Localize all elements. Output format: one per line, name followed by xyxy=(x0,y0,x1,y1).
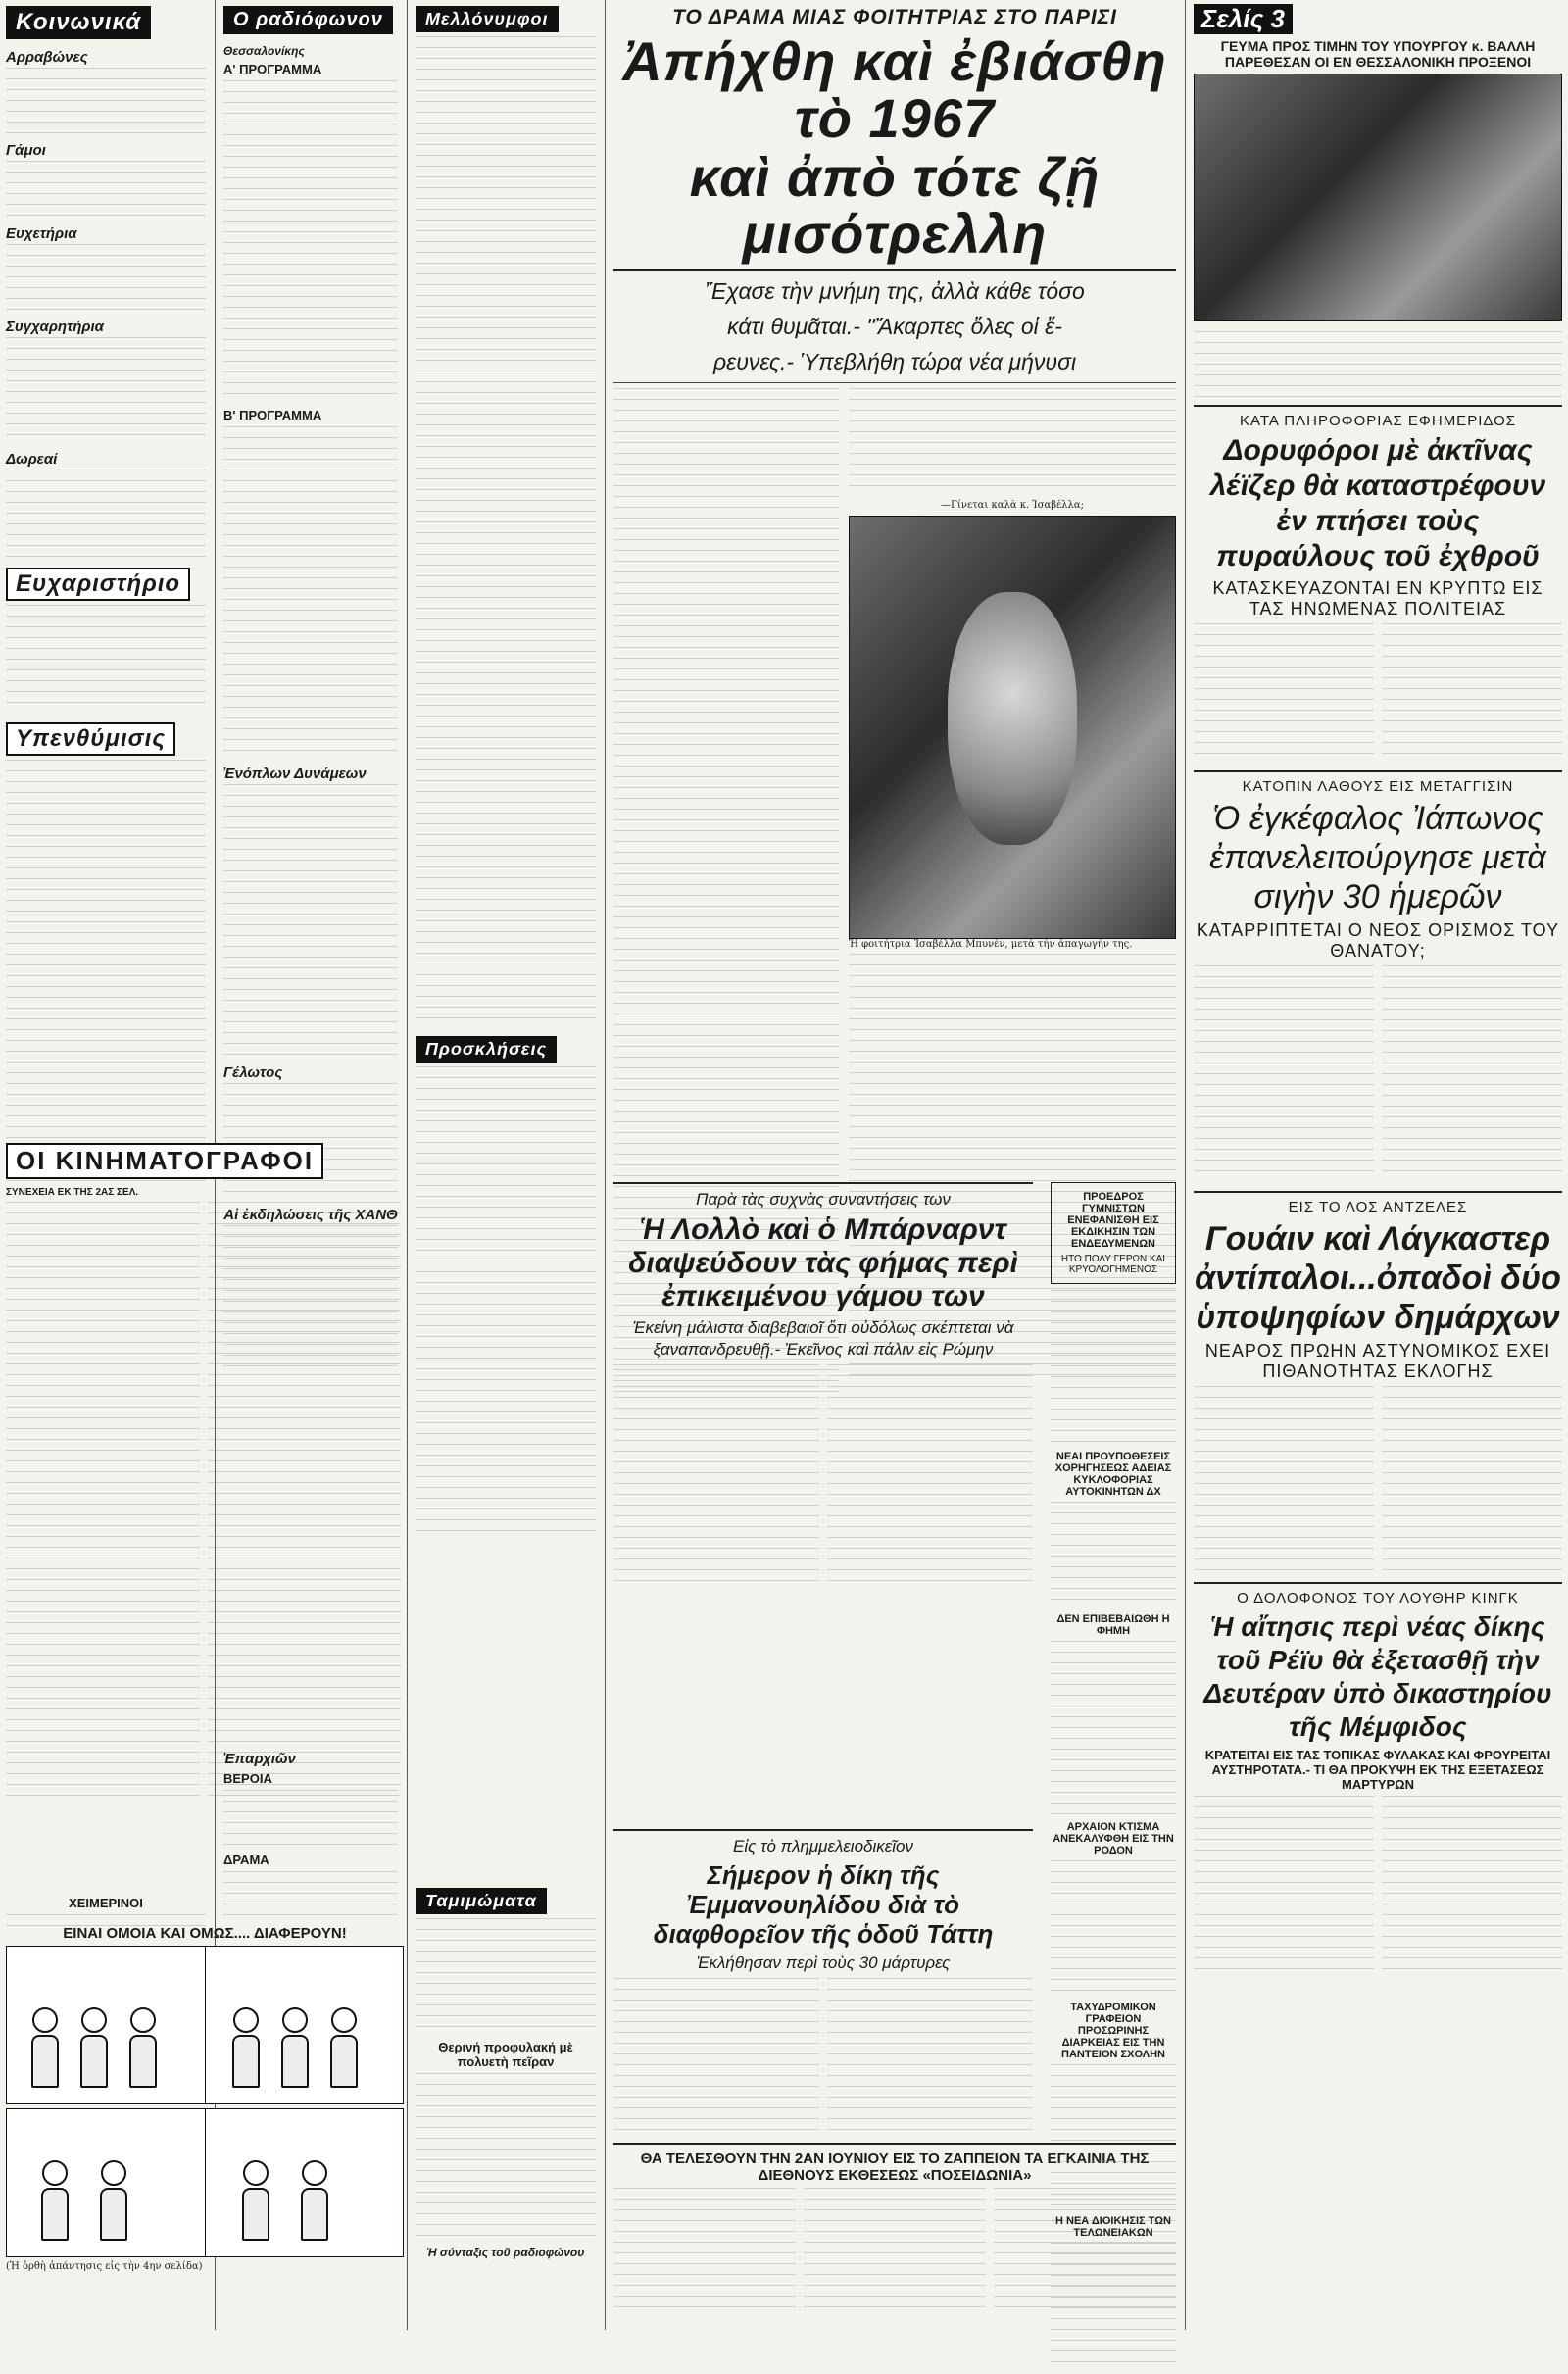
student-photo xyxy=(849,516,1176,939)
winter-title: ΧΕΙΜΕΡΙΝΟΙ xyxy=(69,1896,143,1910)
section-xanth: Αἱ ἐκδηλώσεις τῆς ΧΑΝΘ xyxy=(223,1207,398,1223)
section-engagements: Αρραβώνες xyxy=(6,49,88,66)
main-kicker: ΤΟ ΔΡΑΜΑ ΜΙΑΣ ΦΟΙΤΗΤΡΙΑΣ ΣΤΟ ΠΑΡΙΣΙ xyxy=(672,6,1117,28)
text-block xyxy=(1051,1502,1176,1609)
text-block xyxy=(1051,1290,1176,1447)
section-thessaloniki: Θεσσαλονίκης xyxy=(223,44,305,58)
text-block xyxy=(827,1978,1033,2135)
cartoon-figure xyxy=(296,2160,333,2249)
text-block xyxy=(1051,1860,1176,1998)
rubric-social: Κοινωνικά xyxy=(6,6,151,39)
photo-caption: Ἡ φοιτήτρια Ἰσαβέλλα Μπυνέν, μετὰ τὴν ἀπαγωγήν της. xyxy=(849,938,1133,950)
brief-headline-customs: Η ΝΕΑ ΔΙΟΙΚΗΣΙΣ ΤΩΝ ΤΕΛΩΝΕΙΑΚΩΝ xyxy=(1055,2215,1171,2239)
section-weddings: Γάμοι xyxy=(6,142,46,159)
lollo-tag: Παρὰ τὰς συχνὰς συναντήσεις των xyxy=(696,1190,951,1209)
section-congratulations: Συγχαρητήρια xyxy=(6,319,104,335)
text-block xyxy=(1194,321,1562,399)
expo-headline: ΘΑ ΤΕΛΕΣΘΟΥΝ ΤΗΝ 2ΑΝ ΙΟΥΝΙΟΥ ΕΙΣ ΤΟ ΖΑΠΠΕΙΟΝ ΤΑ ΕΓΚΑΙΝΙΑ ΤΗΣ ΔΙΕΘΝΟΥΣ ΕΚΘΕΣΕΩΣ «ΠΟΣΕΙΔΩΝΙΑ» xyxy=(640,2151,1150,2184)
text-block xyxy=(849,388,1176,496)
brief-sub-nudists: ΗΤΟ ΠΟΛΥ ΓΕΡΩΝ ΚΑΙ ΚΡΥΟΛΟΓΗΜΕΝΟΣ xyxy=(1060,1254,1166,1275)
section-provinces: Ἐπαρχιῶν xyxy=(223,1751,296,1767)
main-deck-1: Ἔχασε τὴν μνήμη της, ἀλλὰ κάθε τόσο xyxy=(705,278,1085,304)
photo-text: —Γίνεται καλὰ κ. Ἰσαβέλλα; xyxy=(941,500,1084,511)
column-provinces xyxy=(218,1745,404,1924)
cartoon-left xyxy=(6,1946,404,2104)
text-block xyxy=(223,1790,398,1849)
text-block xyxy=(416,36,596,1026)
text-block xyxy=(1382,1796,1562,1972)
text-block xyxy=(416,2073,596,2240)
radio-note: Ἡ σύνταξις τοῦ ραδιοφώνου xyxy=(426,2246,585,2259)
court-deck: Ἐκλήθησαν περὶ τοὺς 30 μάρτυρες xyxy=(696,1954,951,1972)
text-block xyxy=(1194,1796,1374,1972)
program-a: Α' ΠΡΟΓΡΑΜΜΑ xyxy=(223,62,322,76)
court-story xyxy=(608,1823,1039,2139)
satellite-headline: Δορυφόροι μὲ ἀκτῖνας λέϊζερ θὰ καταστρέφουν ἐν πτήσει τοὺς πυραύλους τοῦ ἐχθροῦ xyxy=(1209,434,1546,572)
text-block xyxy=(6,760,206,1181)
text-block xyxy=(1194,1386,1374,1572)
lollo-deck: Ἐκείνη μάλιστα διαβεβαιοῖ ὅτι οὐδόλως σκέπτεται νὰ ξαναπανδρευθῇ.- Ἐκεῖνος καὶ πάλιν εἰς Ρώμην xyxy=(632,1318,1014,1359)
cartoon-figure xyxy=(124,2007,162,2096)
section-gelotos: Γέλωτος xyxy=(223,1064,283,1081)
cartoon-right xyxy=(6,2108,404,2257)
rubric-thanks: Ευχαριστήριο xyxy=(6,568,190,601)
brief-headline-rhodes: ΑΡΧΑΙΟΝ ΚΤΙΣΜΑ ΑΝΕΚΑΛΥΦΘΗ ΕΙΣ ΤΗΝ ΡΟΔΟΝ xyxy=(1053,1821,1174,1856)
satellite-tag: ΚΑΤΑ ΠΛΗΡΟΦΟΡΙΑΣ ΕΦΗΜΕΡΙΔΟΣ xyxy=(1239,413,1517,429)
brain-headline: Ὁ ἐγκέφαλος Ἰάπωνος ἐπανελειτούργησε μετὰ σιγὴν 30 ἡμερῶν xyxy=(1209,800,1546,915)
text-block xyxy=(6,470,206,558)
column-payments xyxy=(410,1882,602,2261)
la-headline: Γουάιν καὶ Λάγκαστερ ἀντίπαλοι...ὀπαδοὶ δύο ὑποψηφίων δημάρχων xyxy=(1195,1220,1561,1336)
text-block xyxy=(223,80,398,404)
text-block xyxy=(613,1978,819,2135)
cartoon-figure xyxy=(227,2007,265,2096)
column-social xyxy=(0,0,212,1185)
satellite-sub: ΚΑΤΑΣΚΕΥΑΖΟΝΤΑΙ ΕΝ ΚΡΥΠΤΩ ΕΙΣ ΤΑΣ ΗΝΩΜΕΝΑΣ ΠΟΛΙΤΕΙΑΣ xyxy=(1212,578,1544,618)
brain-sub: ΚΑΤΑΡΡΙΠΤΕΤΑΙ Ο ΝΕΟΣ ΟΡΙΣΜΟΣ ΤΟΥ ΘΑΝΑΤΟΥ; xyxy=(1196,920,1560,961)
column-right xyxy=(1188,0,1568,1976)
cartoon-figure xyxy=(95,2160,132,2249)
column-rule xyxy=(605,0,606,2330)
text-block xyxy=(1051,2064,1176,2211)
lollo-headline: Ἡ Λολλὸ καὶ ὁ Μπάρναρντ διαψεύδουν τὰς φήμας περὶ ἐπικειμένου γάμου των xyxy=(628,1213,1018,1312)
cinemas-section xyxy=(0,1137,407,1804)
cartoon-note: (Ἡ ὀρθὴ ἀπάντησις εἰς τὴν 4ην σελίδα) xyxy=(6,2261,203,2272)
rubric-payments: Ταμιμώματα xyxy=(416,1888,547,1914)
consuls-photo xyxy=(1194,74,1562,321)
rubric-radio: Ο ραδιόφωνον xyxy=(223,6,393,34)
summer-watch: Θερινή προφυλακή μὲ πολυετὴ πεῖραν xyxy=(438,2040,573,2069)
king-headline: Ἡ αἴτησις περὶ νέας δίκης τοῦ Ρέϊυ θὰ ἐξετασθῇ τὴν Δευτέραν ὑπὸ δικαστηρίου τῆς Μέμφιδος xyxy=(1203,1611,1552,1742)
brief-headline-rumor: ΔΕΝ ΕΠΙΒΕΒΑΙΩΘΗ Η ΦΗΜΗ xyxy=(1056,1613,1170,1637)
cartoon-figure xyxy=(325,2007,363,2096)
lollo-story xyxy=(608,1176,1039,1594)
text-block xyxy=(6,68,206,136)
cartoon-figure xyxy=(276,2007,314,2096)
program-b: Β' ΠΡΟΓΡΑΜΜΑ xyxy=(223,408,322,422)
cartoon-figure xyxy=(237,2160,274,2249)
cartoon-section xyxy=(0,1921,410,2277)
text-block xyxy=(827,1364,1033,1590)
text-block xyxy=(1051,1641,1176,1817)
cartoon-figure xyxy=(75,2007,113,2096)
city-veria: ΒΕΡΟΙΑ xyxy=(223,1771,272,1786)
text-block xyxy=(223,784,398,1059)
brief-headline-cars: ΝΕΑΙ ΠΡΟΥΠΟΘΕΣΕΙΣ ΧΟΡΗΓΗΣΕΩΣ ΑΔΕΙΑΣ ΚΥΚΛΟΦΟΡΙΑΣ ΑΥΤΟΚΙΝΗΤΩΝ ΔΧ xyxy=(1054,1451,1172,1498)
rubric-invitations: Προσκλήσεις xyxy=(416,1036,557,1063)
rubric-reminder: Υπενθύμισις xyxy=(6,722,175,756)
text-block xyxy=(1382,623,1562,761)
brief-headline-post-office: ΤΑΧΥΔΡΟΜΙΚΟΝ ΓΡΑΦΕΙΟΝ ΠΡΟΣΩΡΙΝΗΣ ΔΙΑΡΚΕΙΑΣ ΕΙΣ ΤΗΝ ΠΑΝΤΕΙΟΝ ΣΧΟΛΗΝ xyxy=(1061,2002,1165,2060)
rubric-betrothed: Μελλόνυμφοι xyxy=(416,6,559,32)
main-headline-2: καὶ ἀπὸ τότε ζῇ μισότρελλη xyxy=(689,146,1101,265)
text-block xyxy=(1382,965,1562,1181)
section-donations: Δωρεαί xyxy=(6,451,58,468)
court-tag: Εἰς τὸ πλημμελειοδικεῖον xyxy=(733,1837,913,1855)
text-block xyxy=(416,1918,596,2036)
brief-headline-nudists: ΠΡΟΕΔΡΟΣ ΓΥΜΝΙΣΤΩΝ ΕΝΕΦΑΝΙΣΘΗ ΕΙΣ ΕΚΔΙΚΗΣΙΝ ΤΩΝ ΕΝΔΕΔΥΜΕΝΩΝ xyxy=(1067,1191,1159,1250)
text-block xyxy=(1194,623,1374,761)
text-block xyxy=(6,161,206,220)
brain-tag: ΚΑΤΟΠΙΝ ΛΑΘΟΥΣ ΕΙΣ ΜΕΤΑΓΓΙΣΙΝ xyxy=(1242,778,1514,795)
dinner-headline: ΓΕΥΜΑ ΠΡΟΣ ΤΙΜΗΝ ΤΟΥ ΥΠΟΥΡΓΟΥ κ. ΒΑΛΛΗ ΠΑΡΕΘΕΣΑΝ ΟΙ ΕΝ ΘΕΣΣΑΛΟΝΙΚΗ ΠΡΟΞΕΝΟΙ xyxy=(1220,38,1536,70)
text-block xyxy=(223,426,398,760)
text-block xyxy=(613,2188,796,2315)
text-block xyxy=(1194,965,1374,1181)
king-tag: Ο ΔΟΛΟΦΟΝΟΣ ΤΟΥ ΛΟΥΘΗΡ ΚΙΝΓΚ xyxy=(1237,1590,1519,1607)
la-tag: ΕΙΣ ΤΟ ΛΟΣ ΑΝΤΖΕΛΕΣ xyxy=(1288,1199,1468,1215)
section-armed-forces: Ἐνόπλων Δυνάμεων xyxy=(223,766,367,782)
cartoon-figure xyxy=(26,2007,64,2096)
text-block xyxy=(1051,2243,1176,2370)
la-sub: ΝΕΑΡΟΣ ΠΡΩΗΝ ΑΣΤΥΝΟΜΙΚΟΣ ΕΧΕΙ ΠΙΘΑΝΟΤΗΤΑΣ ΕΚΛΟΓΗΣ xyxy=(1204,1341,1551,1381)
text-block xyxy=(6,605,206,713)
page-number-badge: Σελίς 3 xyxy=(1194,4,1293,34)
column-rule xyxy=(1185,0,1186,2330)
text-block xyxy=(416,1066,596,1537)
text-block xyxy=(1382,1386,1562,1572)
main-deck-2: κάτι θυμᾶται.- "Ἄκαρπες ὅλες οἱ ἔ- xyxy=(727,314,1062,339)
text-block xyxy=(223,1871,398,1920)
main-headline-1: Ἀπήχθη καὶ ἐβιάσθη τὸ 1967 xyxy=(622,30,1167,149)
cinemas-subtitle: ΣΥΝΕΧΕΙΑ ΕΚ ΤΗΣ 2ΑΣ ΣΕΛ. xyxy=(6,1187,139,1198)
cartoon-title: ΕΙΝΑΙ ΟΜΟΙΑ ΚΑΙ ΟΜΩΣ.... ΔΙΑΦΕΡΟΥΝ! xyxy=(63,1925,347,1942)
briefs-column xyxy=(1045,1176,1182,2374)
column-betrothed xyxy=(410,0,602,1541)
city-drama: ΔΡΑΜΑ xyxy=(223,1853,270,1867)
king-sub: ΚΡΑΤΕΙΤΑΙ ΕΙΣ ΤΑΣ ΤΟΠΙΚΑΣ ΦΥΛΑΚΑΣ ΚΑΙ ΦΡΟΥΡΕΙΤΑΙ ΑΥΣΤΗΡΟΤΑΤΑ.- ΤΙ ΘΑ ΠΡΟΚΥΨΗ ΕΚ ΤΗΣ ΕΞΕΤΑΣΕΩΣ ΜΑΡΤΥΡΩΝ xyxy=(1204,1748,1551,1792)
text-block xyxy=(208,1202,402,1800)
main-deck-3: ρευνες.- Ὑπεβλήθη τώρα νέα μήνυσι xyxy=(712,349,1077,374)
text-block xyxy=(6,337,206,445)
section-wishes: Ευχετήρια xyxy=(6,225,77,242)
cinemas-title: ΟΙ ΚΙΝΗΜΑΤΟΓΡΑΦΟΙ xyxy=(6,1143,323,1179)
text-block xyxy=(6,244,206,313)
court-headline: Σήμερον ἡ δίκη τῆς Ἐμμανουηλίδου διὰ τὸ διαφθορεῖον τῆς ὁδοῦ Τάττη xyxy=(653,1860,994,1949)
text-block xyxy=(6,1202,200,1800)
text-block xyxy=(804,2188,986,2315)
text-block xyxy=(613,1364,819,1590)
cartoon-figure xyxy=(36,2160,74,2249)
